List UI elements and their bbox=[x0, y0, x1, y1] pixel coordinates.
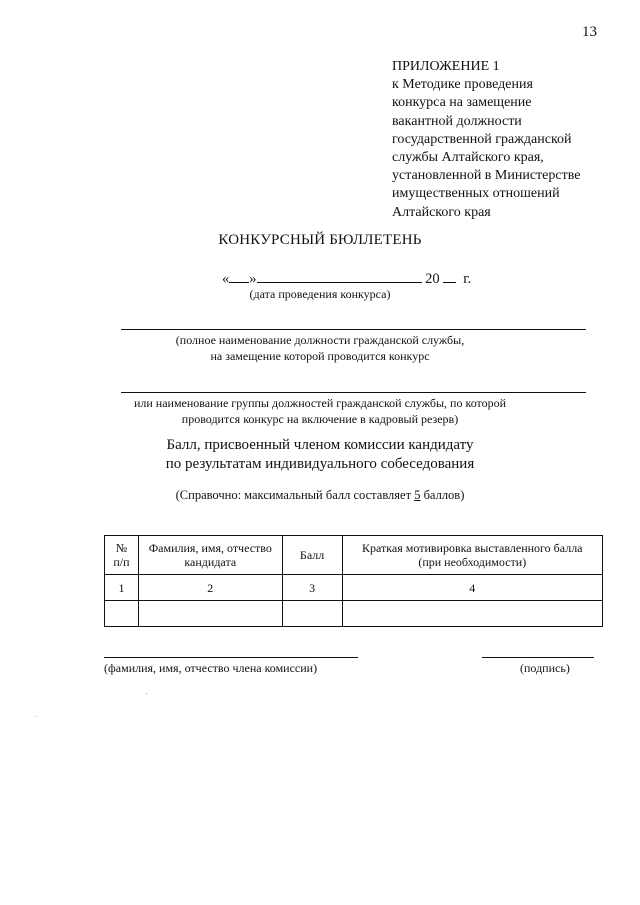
column-number-cell: 2 bbox=[138, 575, 282, 601]
year-prefix: 20 bbox=[425, 271, 440, 287]
position-line bbox=[121, 329, 586, 330]
header-text: Балл bbox=[299, 548, 325, 562]
position-caption-line: на замещение которой проводится конкурс bbox=[210, 348, 430, 363]
header-full-name bbox=[138, 536, 282, 575]
header-text: п/п bbox=[113, 555, 130, 569]
month-blank bbox=[257, 269, 422, 283]
max-score: 5 bbox=[414, 488, 421, 502]
member-name-line bbox=[104, 657, 358, 658]
date-open-quote: « bbox=[222, 271, 230, 287]
table-row bbox=[105, 575, 603, 601]
ballot-table bbox=[104, 535, 603, 627]
header-score bbox=[282, 536, 342, 575]
header-text: Фамилия, имя, отчество bbox=[148, 541, 272, 555]
reference-note bbox=[0, 488, 640, 503]
header-number bbox=[105, 536, 139, 575]
page-number: 13 bbox=[582, 24, 597, 40]
table-row bbox=[105, 601, 603, 627]
appendix-line: ПРИЛОЖЕНИЕ 1 bbox=[392, 59, 500, 74]
header-text: Краткая мотивировка выставленного балла bbox=[362, 541, 583, 555]
date-line bbox=[222, 269, 471, 288]
column-number-cell: 4 bbox=[342, 575, 602, 601]
group-line bbox=[121, 392, 586, 393]
scan-speck bbox=[36, 716, 37, 717]
signature-line bbox=[482, 657, 594, 658]
position-caption bbox=[0, 333, 640, 364]
appendix-line: к Методике проведения bbox=[392, 77, 533, 93]
score-heading bbox=[0, 436, 640, 474]
score-heading-line: Балл, присвоенный членом комиссии кандидату bbox=[166, 437, 474, 453]
group-caption-line: или наименование группы должностей гражданской службы, по которой bbox=[133, 396, 507, 410]
table-header-row bbox=[105, 536, 603, 575]
position-caption-line: (полное наименование должности гражданской службы, bbox=[175, 333, 465, 347]
appendix-line: конкурса на замещение bbox=[392, 95, 532, 111]
header-text: № bbox=[115, 541, 128, 555]
appendix-line: установленной в Министерстве bbox=[392, 168, 581, 184]
appendix-line: Алтайского края bbox=[392, 204, 491, 220]
member-name-caption: (фамилия, имя, отчество члена комиссии) bbox=[104, 661, 318, 675]
note-prefix: (Справочно: максимальный балл составляет bbox=[175, 488, 415, 502]
date-caption: (дата проведения конкурса) bbox=[249, 287, 391, 301]
table-cell bbox=[342, 601, 602, 627]
appendix-line: имущественных отношений bbox=[392, 186, 560, 202]
appendix-line: вакантной должности bbox=[392, 113, 522, 129]
appendix-line: службы Алтайского края, bbox=[392, 150, 544, 166]
appendix-block bbox=[392, 58, 580, 222]
header-motivation bbox=[342, 536, 602, 575]
score-heading-line: по результатам индивидуального собеседования bbox=[165, 456, 475, 472]
table-cell bbox=[282, 601, 342, 627]
note-suffix: баллов) bbox=[420, 488, 465, 502]
column-number-cell: 3 bbox=[282, 575, 342, 601]
year-suffix: г. bbox=[463, 271, 472, 287]
year-blank bbox=[443, 269, 456, 283]
date-close-quote: » bbox=[249, 271, 257, 287]
table-cell bbox=[105, 601, 139, 627]
group-caption bbox=[0, 396, 640, 427]
header-text: (при необходимости) bbox=[418, 555, 527, 569]
signature-caption: (подпись) bbox=[520, 661, 570, 675]
scan-speck bbox=[146, 693, 147, 694]
appendix-line: государственной гражданской bbox=[392, 131, 572, 147]
day-blank bbox=[229, 269, 249, 283]
table-cell bbox=[138, 601, 282, 627]
document-title: КОНКУРСНЫЙ БЮЛЛЕТЕНЬ bbox=[218, 232, 422, 248]
group-caption-line: проводится конкурс на включение в кадровый резерв) bbox=[181, 411, 459, 426]
column-number-cell: 1 bbox=[105, 575, 139, 601]
header-text: кандидата bbox=[184, 555, 237, 569]
